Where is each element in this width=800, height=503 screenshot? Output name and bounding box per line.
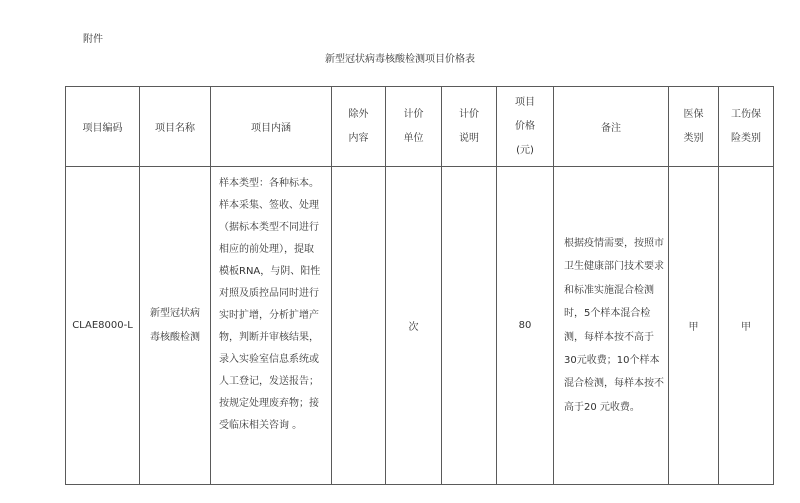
remarks-line: 测，每样本按不高于 — [564, 331, 654, 343]
content-line: 样本类型：各种标本。 — [219, 178, 319, 189]
table-row — [66, 167, 774, 485]
remarks-line: 时，5个样本混合检 — [564, 308, 651, 320]
content-line: 相应的前处理），提取 — [219, 244, 314, 255]
header-excluded — [332, 87, 386, 167]
content-line: 实时扩增，分析扩增产 — [219, 310, 319, 321]
header-content: 项目内涵 — [211, 87, 332, 167]
content-lines — [219, 167, 327, 437]
remarks-line: 高于20 元收费。 — [564, 401, 640, 413]
cell-pricing-note — [442, 167, 497, 485]
header-work-injury-line: 工伤保 — [731, 108, 761, 120]
header-unit-line: 计价 — [403, 108, 424, 120]
content-line: （据标本类型不同进行 — [219, 222, 319, 233]
remarks-line: 根据疫情需要，按照市 — [564, 237, 664, 249]
header-price — [497, 87, 554, 167]
header-price-line: 项目 — [515, 96, 535, 108]
cell-work-injury: 甲 — [719, 167, 774, 485]
content-line: 样本采集、签收、处理 — [219, 200, 319, 211]
header-pricing-note-line: 计价 — [459, 108, 479, 120]
remarks-line: 30元收费；10个样本 — [564, 354, 660, 366]
header-medical-insurance-line: 类别 — [683, 132, 704, 144]
content-line: 物，判断并审核结果， — [219, 332, 319, 343]
remarks-line: 混合检测，每样本按不 — [564, 378, 664, 390]
header-medical-insurance — [669, 87, 719, 167]
header-row — [66, 87, 774, 167]
cell-content — [211, 167, 332, 485]
header-excluded-line: 内容 — [348, 132, 369, 144]
header-pricing-note — [442, 87, 497, 167]
header-work-injury — [719, 87, 774, 167]
header-pricing-note-line: 说明 — [459, 132, 479, 144]
content-line: 受临床相关咨询 。 — [219, 420, 303, 431]
cell-excluded — [332, 167, 386, 485]
header-unit — [386, 87, 442, 167]
content-line: 按规定处理废弃物；接 — [219, 398, 319, 409]
header-remarks: 备注 — [554, 87, 669, 167]
header-code: 项目编码 — [66, 87, 140, 167]
content-line: 模板RNA，与阴、阳性 — [219, 266, 321, 277]
price-table — [65, 86, 774, 485]
cell-name-line: 毒核酸检测 — [150, 331, 200, 343]
header-name: 项目名称 — [140, 87, 211, 167]
cell-price: 80 — [497, 167, 554, 485]
header-unit-line: 单位 — [403, 132, 424, 144]
cell-code: CLAE8000-L — [66, 167, 140, 485]
content-line: 对照及质控品同时进行 — [219, 288, 319, 299]
cell-medical-insurance: 甲 — [669, 167, 719, 485]
header-price-line: (元) — [516, 144, 534, 156]
header-work-injury-line: 险类别 — [731, 132, 761, 144]
cell-unit: 次 — [386, 167, 442, 485]
header-excluded-line: 除外 — [348, 108, 369, 120]
header-price-line: 价格 — [515, 120, 535, 132]
remarks-line: 和标准实施混合检测 — [564, 284, 654, 296]
cell-name-line: 新型冠状病 — [150, 307, 200, 319]
cell-remarks — [554, 167, 669, 485]
content-line: 录入实验室信息系统或 — [219, 354, 319, 365]
cell-name — [140, 167, 211, 485]
content-line: 人工登记，发送报告； — [219, 376, 319, 387]
attachment-label: 附件 — [83, 34, 103, 45]
document-title: 新型冠状病毒核酸检测项目价格表 — [325, 54, 475, 65]
remarks-line: 卫生健康部门技术要求 — [564, 261, 664, 273]
header-medical-insurance-line: 医保 — [683, 108, 704, 120]
